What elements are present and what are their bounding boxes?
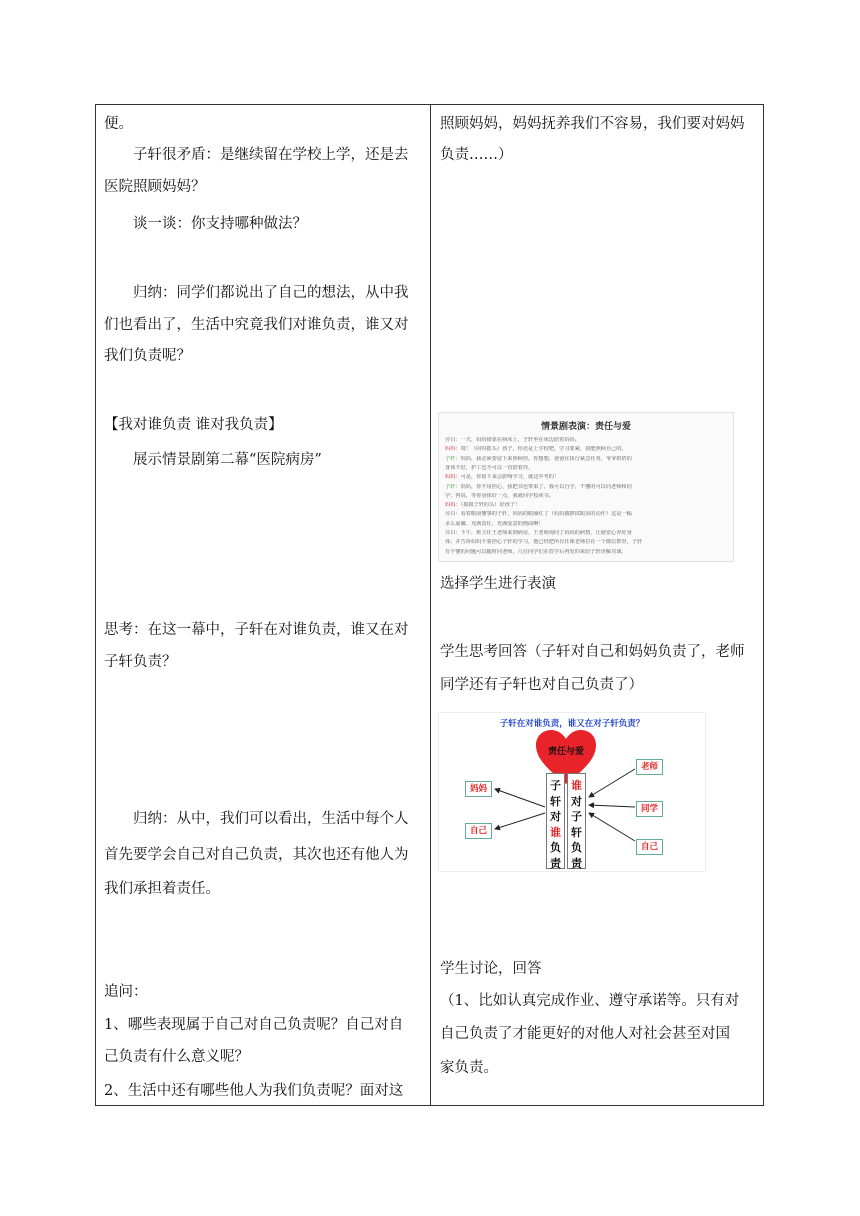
script-text: 哎！（同时摇头）孩子，你还是上学校吧，学习要紧，我能照顾自己的。	[460, 446, 627, 453]
script-text: 妈妈，我必须要留下来照顾你。你想想，爸爸在执行紧急任务，爷爷奶奶的	[460, 455, 632, 462]
left-text-line: 们也看出了，生活中究竟我们对谁负责，谁又对	[104, 317, 409, 333]
vchar: 子	[571, 810, 582, 823]
script-speaker: 旁白：	[445, 530, 461, 536]
arrow-from-self-right	[589, 813, 635, 841]
right-text-line: 负责……）	[440, 147, 513, 163]
script-line	[445, 521, 727, 528]
heart-label: 责任与爱	[547, 747, 584, 757]
script-speaker: 妈妈：	[445, 474, 461, 481]
script-text: 下午，班主任王老师来到病房，王老师询问了妈妈的病情，让她安心养好身	[460, 530, 632, 536]
script-speaker: 子轩：	[445, 455, 461, 462]
right-text-line: 家负责。	[440, 1060, 498, 1076]
script-text: 多么温馨、充满责任、充满爱意的画面啊！	[445, 520, 544, 527]
script-text: 有不懂的问题可以随时问老师。几位同学们在放学后再发的来给子轩讲解功课。	[445, 548, 627, 555]
label-mom: 妈妈	[465, 781, 492, 797]
script-line	[445, 474, 727, 481]
left-text-line: 首先要学会自己对自己负责，其次也还有他人为	[104, 847, 409, 863]
left-text-line: 归纳：同学们都说出了自己的想法，从中我	[133, 285, 409, 301]
script-speaker: 妈妈：	[445, 446, 461, 453]
arrow-to-self-left	[495, 813, 545, 829]
left-text-line: 2、生活中还有哪些他人为我们负责呢？面对这	[104, 1083, 404, 1099]
script-line	[445, 549, 727, 556]
vchar: 子	[550, 779, 561, 792]
section-heading: 【我对谁负责 谁对我负责】	[104, 417, 283, 433]
script-text: 妈妈，你不用担心，我把书包带来了，我可以自学，不懂的可以问老师和同	[460, 483, 632, 490]
vchar: 负	[550, 841, 561, 854]
diagram-header: 子轩在对谁负责，谁又在对子轩负责？	[499, 719, 645, 729]
script-text: 看着眼前懂事的子轩，妈妈的眼圈红了（妈妈做擦拭眼泪的动作）这是一幅	[460, 511, 632, 518]
vchar: 对	[550, 810, 561, 823]
right-text-line: 照顾妈妈，妈妈抚养我们不容易，我们要对妈妈	[440, 116, 745, 132]
script-text: 可是，你留下来会影响学习，就这中考的！	[460, 474, 560, 481]
script-speaker: 妈妈：	[445, 502, 461, 509]
script-speaker: 子轩：	[445, 483, 461, 490]
script-speaker: 旁白：	[445, 511, 461, 518]
left-text-line: 我们负责呢？	[104, 348, 191, 364]
left-text-line: 归纳：从中，我们可以看出，生活中每个人	[133, 811, 409, 827]
label-classmate: 同学	[636, 801, 663, 817]
label-teacher: 老师	[636, 759, 663, 775]
script-title: 情景剧表演：责任与爱	[540, 422, 631, 432]
right-text-line: 同学还有子轩也对自己负责了）	[440, 677, 643, 693]
vchar: 责	[571, 856, 582, 870]
right-text-line: （1、比如认真完成作业、遵守承诺等。只有对	[440, 993, 740, 1009]
right-text-line: 自己负责了才能更好的对他人对社会甚至对国	[440, 1026, 730, 1042]
left-text-line: 展示情景剧第二幕“医院病房”	[133, 452, 322, 468]
left-text-line: 医院照顾妈妈？	[104, 179, 206, 195]
script-line	[445, 502, 727, 509]
vchar: 谁	[550, 825, 561, 839]
script-line	[445, 484, 727, 491]
left-text-line: 追问：	[104, 984, 148, 1000]
vchar: 对	[571, 794, 582, 808]
script-text: 学；再说，等你身体好一点，我就回学校读书。	[445, 492, 554, 499]
right-text-line: 选择学生进行表演	[440, 576, 556, 592]
left-text-line: 我们承担着责任。	[104, 881, 220, 897]
script-line	[445, 539, 727, 546]
arrow-from-teacher	[589, 769, 635, 797]
left-text-line: 己负责有什么意义呢？	[104, 1049, 249, 1065]
script-line	[445, 456, 727, 463]
right-text-line: 学生讨论，回答	[440, 961, 542, 977]
script-line	[445, 493, 727, 500]
left-text-line: 思考：在这一幕中，子轩在对谁负责，谁又在对	[104, 622, 409, 638]
script-text: 身体不好，护工也不可以一直陪着你。	[445, 464, 534, 471]
script-text: 体；并告诉妈妈不要担心子轩的学习，他已经把所有任课老师拉在一个微信群里，子轩	[445, 539, 643, 546]
script-line	[445, 437, 727, 444]
label-self-right: 自己	[636, 839, 663, 855]
vchar: 轩	[550, 794, 561, 808]
right-text-line: 学生思考回答（子轩对自己和妈妈负责了，老师	[440, 644, 745, 660]
left-text-line: 便。	[104, 116, 133, 132]
script-text: 一天，妈妈倚靠在病床上，子轩坐在床边陪着妈妈。	[460, 437, 580, 443]
vchar: 责	[550, 856, 561, 870]
vchar: 负	[571, 841, 582, 854]
script-text: （摸摸子轩的头）好孩子！	[460, 502, 521, 509]
script-line	[445, 446, 727, 453]
left-text-line: 子轩负责？	[104, 654, 177, 670]
vchar: 谁	[571, 779, 582, 792]
left-text-line: 1、哪些表现属于自己对自己负责呢？自己对自	[104, 1017, 404, 1033]
script-line	[445, 465, 727, 472]
script-line	[445, 530, 727, 537]
column-divider	[430, 104, 431, 1106]
label-self-left: 自己	[465, 823, 492, 839]
script-speaker: 旁白：	[445, 437, 461, 443]
responsibility-diagram	[438, 712, 706, 872]
script-image	[438, 412, 734, 562]
left-text-line: 子轩很矛盾：是继续留在学校上学，还是去	[133, 147, 409, 163]
script-line	[445, 511, 727, 518]
left-text-line: 谈一谈：你支持哪种做法？	[133, 216, 307, 232]
arrow-from-classmate	[589, 805, 635, 807]
arrow-to-mom	[495, 789, 545, 807]
vchar: 轩	[571, 825, 582, 839]
